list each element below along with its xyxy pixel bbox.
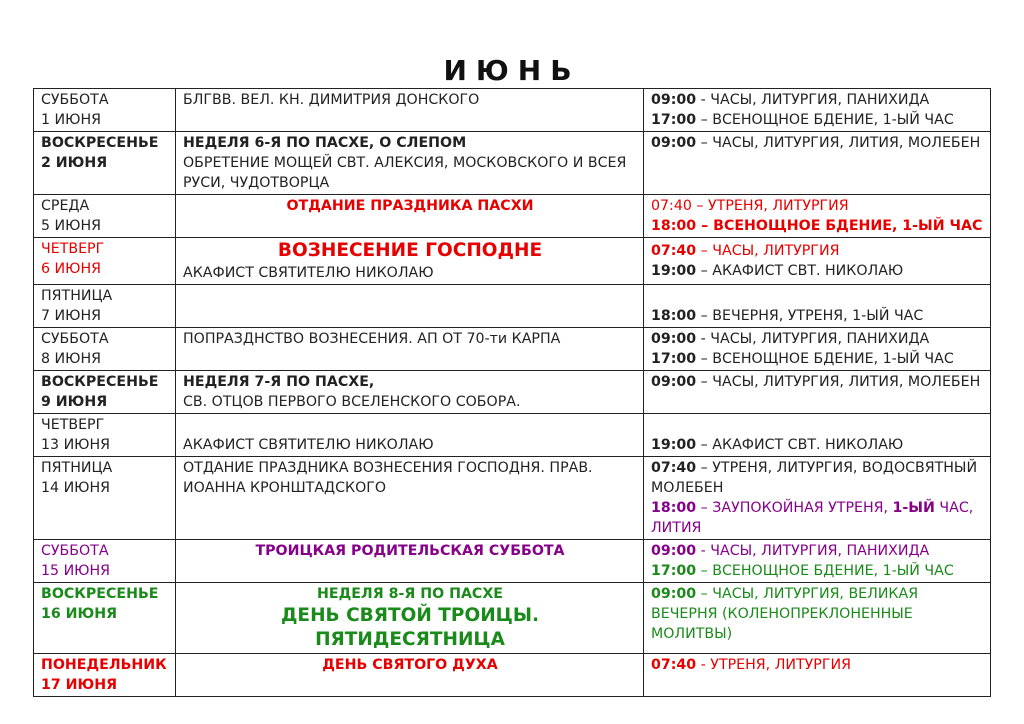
- service-text: – ВЕЧЕРНЯ, УТРЕНЯ, 1-ЫЙ ЧАС: [696, 308, 924, 324]
- day-name: ЧЕТВЕРГ: [41, 417, 105, 433]
- service-cell: [644, 371, 991, 414]
- day-cell: [34, 238, 176, 285]
- day-cell: [34, 328, 176, 371]
- service-time: 17:00: [651, 563, 697, 579]
- service-text: – УТРЕНЯ, ЛИТУРГИЯ, ВОДОСВЯТНЫЙ МОЛЕБЕН: [651, 460, 978, 496]
- feast-text: ПОПРАЗДНСТВО ВОЗНЕСЕНИЯ. АП ОТ 70-ти КАРПА: [183, 331, 561, 347]
- day-date: 9 ИЮНЯ: [41, 394, 108, 410]
- service-text: – ЧАСЫ, ЛИТУРГИЯ, ЛИТИЯ, МОЛЕБЕН: [696, 135, 981, 151]
- day-cell: [34, 89, 176, 132]
- service-cell: [644, 654, 991, 697]
- service-time: 07:40: [651, 243, 697, 259]
- day-name: СУББОТА: [41, 92, 109, 108]
- service-cell: [644, 89, 991, 132]
- service-time: 18:00: [651, 500, 697, 516]
- feast-text: АКАФИСТ СВЯТИТЕЛЮ НИКОЛАЮ: [183, 265, 434, 281]
- service-text: – ЧАСЫ, ЛИТУРГИЯ, ЛИТИЯ, МОЛЕБЕН: [696, 374, 981, 390]
- service-time: 07:40: [651, 198, 692, 214]
- day-name: ПОНЕДЕЛЬНИК: [41, 657, 167, 673]
- feast-cell: [176, 328, 644, 371]
- day-name: ЧЕТВЕРГ: [41, 241, 105, 257]
- feast-cell: [176, 132, 644, 195]
- day-date: 13 ИЮНЯ: [41, 437, 111, 453]
- feast-text: ДЕНЬ СВЯТОГО ДУХА: [322, 657, 498, 673]
- feast-heading: НЕДЕЛЯ 6-Я ПО ПАСХЕ, О СЛЕПОМ: [183, 135, 467, 151]
- feast-cell: [176, 414, 644, 457]
- day-date: 7 ИЮНЯ: [41, 308, 101, 324]
- table-row: [34, 457, 991, 540]
- service-text: – ВСЕНОЩНОЕ БДЕНИЕ, 1-ЫЙ ЧАС: [696, 112, 954, 128]
- service-time: 19:00: [651, 437, 697, 453]
- feast-text: ОТДАНИЕ ПРАЗДНИКА ПАСХИ: [286, 198, 534, 214]
- day-date: 1 ИЮНЯ: [41, 112, 101, 128]
- service-cell: [644, 540, 991, 583]
- feast-text: ДЕНЬ СВЯТОЙ ТРОИЦЫ. ПЯТИДЕСЯТНИЦА: [280, 605, 540, 650]
- day-name: СУББОТА: [41, 543, 109, 559]
- day-name: ВОСКРЕСЕНЬЕ: [41, 135, 159, 151]
- service-time: 09:00: [651, 374, 697, 390]
- day-cell: [34, 414, 176, 457]
- service-cell: [644, 457, 991, 540]
- feast-cell: [176, 540, 644, 583]
- feast-text: СВ. ОТЦОВ ПЕРВОГО ВСЕЛЕНСКОГО СОБОРА.: [183, 394, 521, 410]
- service-text: – ВСЕНОЩНОЕ БДЕНИЕ, 1-ЫЙ ЧАС: [696, 563, 954, 579]
- day-cell: [34, 371, 176, 414]
- service-time: 18:00: [651, 308, 697, 324]
- day-name: ПЯТНИЦА: [41, 460, 113, 476]
- table-row: [34, 414, 991, 457]
- feast-heading: ВОЗНЕСЕНИЕ ГОСПОДНЕ: [277, 240, 543, 261]
- service-time: 07:40: [651, 460, 697, 476]
- service-text: – АКАФИСТ СВТ. НИКОЛАЮ: [696, 263, 904, 279]
- service-text: - УТРЕНЯ, ЛИТУРГИЯ: [696, 657, 851, 673]
- service-time: 09:00: [651, 92, 697, 108]
- service-cell: [644, 238, 991, 285]
- feast-cell: [176, 457, 644, 540]
- service-text: – ВСЕНОЩНОЕ БДЕНИЕ, 1-ЫЙ ЧАС: [696, 351, 954, 367]
- day-name: СУББОТА: [41, 331, 109, 347]
- day-name: СРЕДА: [41, 198, 90, 214]
- feast-heading: НЕДЕЛЯ 8-Я ПО ПАСХЕ: [317, 586, 503, 602]
- day-cell: [34, 540, 176, 583]
- day-name: ВОСКРЕСЕНЬЕ: [41, 374, 159, 390]
- table-row: [34, 285, 991, 328]
- service-text: – АКАФИСТ СВТ. НИКОЛАЮ: [696, 437, 904, 453]
- feast-cell: [176, 285, 644, 328]
- service-cell: [644, 132, 991, 195]
- day-date: 5 ИЮНЯ: [41, 218, 101, 234]
- feast-cell: [176, 654, 644, 697]
- day-date: 2 ИЮНЯ: [41, 155, 108, 171]
- feast-cell: [176, 89, 644, 132]
- service-text: – УТРЕНЯ, ЛИТУРГИЯ: [691, 198, 849, 214]
- service-cell: [644, 195, 991, 238]
- day-date: 14 ИЮНЯ: [41, 480, 111, 496]
- service-time: 09:00: [651, 586, 697, 602]
- service-cell: [644, 328, 991, 371]
- service-cell: [644, 583, 991, 654]
- feast-cell: [176, 195, 644, 238]
- feast-text: БЛГВВ. ВЕЛ. КН. ДИМИТРИЯ ДОНСКОГО: [183, 92, 480, 108]
- table-row: [34, 195, 991, 238]
- feast-text: ТРОИЦКАЯ РОДИТЕЛЬСКАЯ СУББОТА: [255, 543, 565, 559]
- table-row: [34, 583, 991, 654]
- service-text: - ЧАСЫ, ЛИТУРГИЯ, ПАНИХИДА: [696, 543, 930, 559]
- day-cell: [34, 583, 176, 654]
- day-date: 16 ИЮНЯ: [41, 606, 118, 622]
- service-time: 18:00: [651, 218, 697, 234]
- service-cell: [644, 285, 991, 328]
- day-date: 6 ИЮНЯ: [41, 261, 101, 277]
- service-text: – ЗАУПОКОЙНАЯ УТРЕНЯ,: [696, 500, 893, 516]
- service-text: – ЧАСЫ, ЛИТУРГИЯ: [696, 243, 840, 259]
- feast-cell: [176, 583, 644, 654]
- feast-text: ОТДАНИЕ ПРАЗДНИКА ВОЗНЕСЕНИЯ ГОСПОДНЯ. ПРАВ. ИОАННА КРОНШТАДСКОГО: [183, 460, 593, 496]
- table-row: [34, 328, 991, 371]
- page-title: ИЮНЬ: [443, 54, 581, 87]
- service-cell: [644, 414, 991, 457]
- table-row: [34, 540, 991, 583]
- service-text: - ЧАСЫ, ЛИТУРГИЯ, ПАНИХИДА: [696, 331, 930, 347]
- day-cell: [34, 457, 176, 540]
- table-row: [34, 132, 991, 195]
- service-text: 1-ЫЙ: [892, 500, 935, 516]
- service-time: 19:00: [651, 263, 697, 279]
- feast-cell: [176, 238, 644, 285]
- service-time: 07:40: [651, 657, 697, 673]
- service-time: 17:00: [651, 112, 697, 128]
- feast-heading: НЕДЕЛЯ 7-Я ПО ПАСХЕ,: [183, 374, 375, 390]
- service-time: 09:00: [651, 135, 697, 151]
- feast-text: АКАФИСТ СВЯТИТЕЛЮ НИКОЛАЮ: [183, 437, 434, 453]
- day-name: ВОСКРЕСЕНЬЕ: [41, 586, 159, 602]
- table-row: [34, 654, 991, 697]
- service-text: - ЧАСЫ, ЛИТУРГИЯ, ПАНИХИДА: [696, 92, 930, 108]
- feast-cell: [176, 371, 644, 414]
- day-cell: [34, 195, 176, 238]
- table-row: [34, 371, 991, 414]
- day-cell: [34, 132, 176, 195]
- service-time: 17:00: [651, 351, 697, 367]
- service-time: 09:00: [651, 543, 697, 559]
- service-text: ЧАС, ЛИТИЯ: [651, 500, 974, 536]
- day-date: 17 ИЮНЯ: [41, 677, 118, 693]
- service-text: – ВСЕНОЩНОЕ БДЕНИЕ, 1-ЫЙ ЧАС: [696, 218, 983, 234]
- service-text: – ЧАСЫ, ЛИТУРГИЯ, ВЕЛИКАЯ ВЕЧЕРНЯ (КОЛЕНОПРЕКЛОНЕННЫЕ МОЛИТВЫ): [651, 586, 919, 642]
- feast-text: ОБРЕТЕНИЕ МОЩЕЙ СВТ. АЛЕКСИЯ, МОСКОВСКОГО И ВСЕЯ РУСИ, ЧУДОТВОРЦА: [183, 155, 627, 191]
- day-date: 8 ИЮНЯ: [41, 351, 101, 367]
- day-cell: [34, 654, 176, 697]
- service-time: 09:00: [651, 331, 697, 347]
- schedule-table: [33, 88, 991, 697]
- day-cell: [34, 285, 176, 328]
- table-row: [34, 89, 991, 132]
- day-name: ПЯТНИЦА: [41, 288, 113, 304]
- table-row: [34, 238, 991, 285]
- day-date: 15 ИЮНЯ: [41, 563, 111, 579]
